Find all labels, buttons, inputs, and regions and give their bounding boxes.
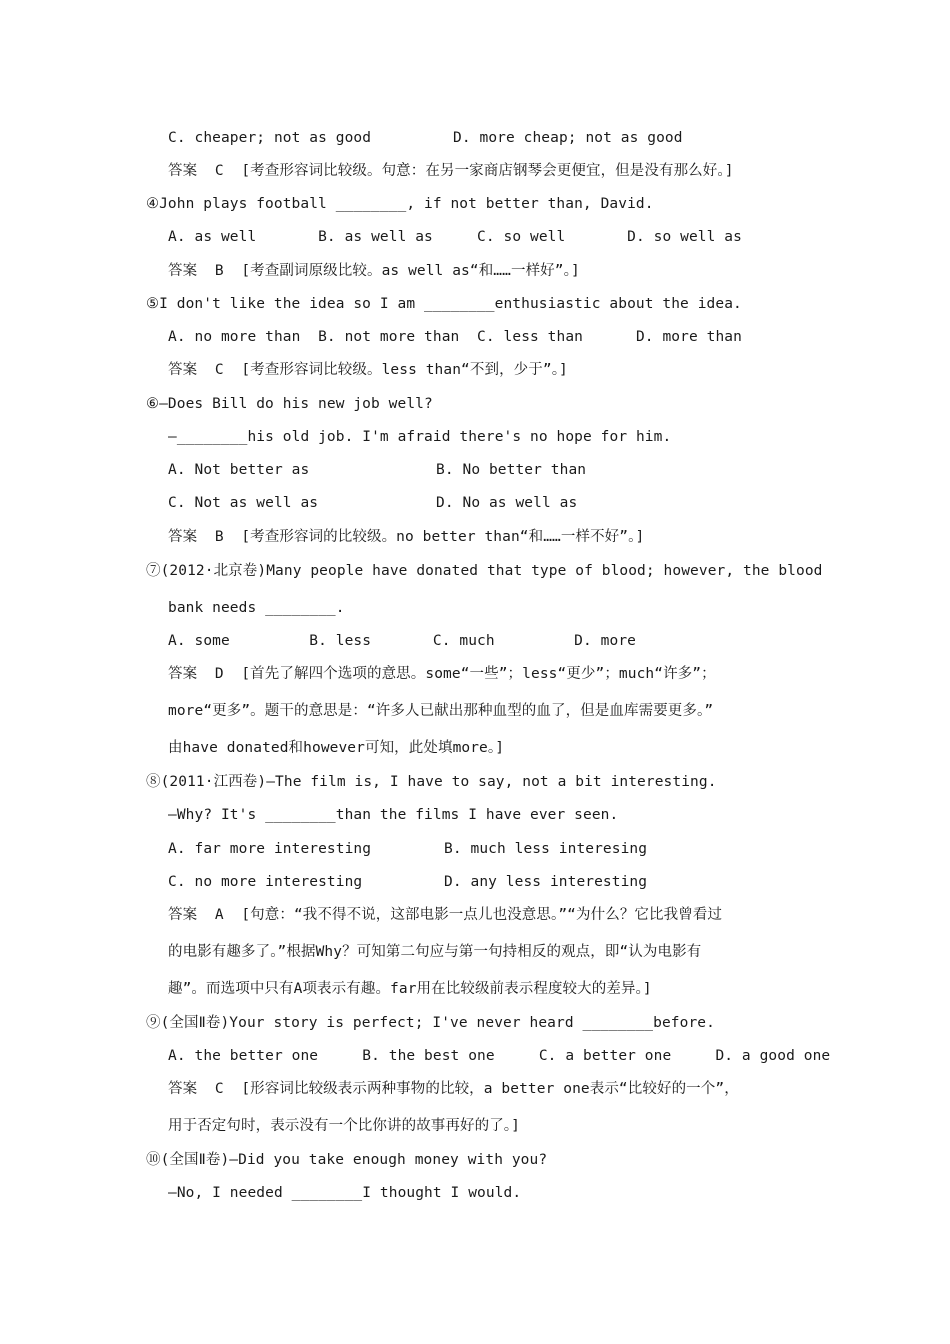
answer-8-line2: 的电影有趣多了。”根据Why？可知第二句应与第一句持相反的观点，即“认为电影有	[168, 944, 702, 960]
question-8-reply: —Why? It's ________than the films I have ever seen.	[168, 807, 619, 823]
options-7: A. some B. less C. much D. more	[168, 633, 636, 649]
option-8a: A. far more interesting	[168, 841, 372, 857]
question-10: ⑩(全国Ⅱ卷)—Did you take enough money with you?	[146, 1152, 548, 1168]
answer-8-line1: 答案 A [句意：“我不得不说，这部电影一点儿也没意思。”“为什么？它比我曾看过	[168, 907, 723, 923]
option-6d: D. No as well as	[436, 495, 578, 511]
answer-6: 答案 B [考查形容词的比较级。no better than“和……一样不好”。]	[168, 529, 645, 545]
question-5: ⑤I don't like the idea so I am ________enthusiastic about the idea.	[146, 296, 742, 312]
answer-8-line3: 趣”。而选项中只有A项表示有趣。far用在比较级前表示程度较大的差异。]	[168, 981, 652, 997]
option-c-line: C. cheaper; not as good	[168, 130, 372, 146]
question-7-cont: bank needs ________.	[168, 600, 345, 616]
options-5: A. no more than B. not more than C. less than D. more than	[168, 329, 742, 345]
question-6-reply: —________his old job. I'm afraid there's no hope for him.	[168, 429, 672, 445]
question-8: ⑧(2011·江西卷)—The film is, I have to say, not a bit interesting.	[146, 774, 717, 790]
answer-7-line1: 答案 D [首先了解四个选项的意思。some“一些”；less“更少”；much“许多”；	[168, 666, 716, 682]
question-9: ⑨(全国Ⅱ卷)Your story is perfect; I've never heard ________before.	[146, 1015, 715, 1031]
option-6a: A. Not better as	[168, 462, 310, 478]
answer-7-line3: 由have donated和however可知，此处填more。]	[168, 740, 505, 756]
options-9: A. the better one B. the best one C. a better one D. a good one	[168, 1048, 831, 1064]
question-6: ⑥—Does Bill do his new job well?	[146, 396, 433, 412]
answer-9-line1: 答案 C [形容词比较级表示两种事物的比较，a better one表示“比较好的一个”，	[168, 1081, 739, 1097]
question-10-reply: —No, I needed ________I thought I would.	[168, 1185, 522, 1201]
option-8c: C. no more interesting	[168, 874, 363, 890]
option-8b: B. much less interesing	[444, 841, 648, 857]
answer-5: 答案 C [考查形容词比较级。less than“不到，少于”。]	[168, 362, 568, 378]
answer-9-line2: 用于否定句时，表示没有一个比你讲的故事再好的了。]	[168, 1118, 520, 1134]
option-8d: D. any less interesting	[444, 874, 648, 890]
option-6c: C. Not as well as	[168, 495, 319, 511]
answer-line: 答案 C [考查形容词比较级。句意：在另一家商店钢琴会更便宜，但是没有那么好。]	[168, 163, 734, 179]
answer-7-line2: more“更多”。题干的意思是：“许多人已献出那种血型的血了，但是血库需要更多。”	[168, 703, 714, 719]
option-d-line: D. more cheap; not as good	[453, 130, 683, 146]
options-4: A. as well B. as well as C. so well D. so well as	[168, 229, 742, 245]
question-7: ⑦(2012·北京卷)Many people have donated that type of blood; however, the blood	[146, 563, 823, 579]
option-6b: B. No better than	[436, 462, 587, 478]
question-4: ④John plays football ________, if not better than, David.	[146, 196, 654, 212]
answer-4: 答案 B [考查副词原级比较。as well as“和……一样好”。]	[168, 263, 580, 279]
